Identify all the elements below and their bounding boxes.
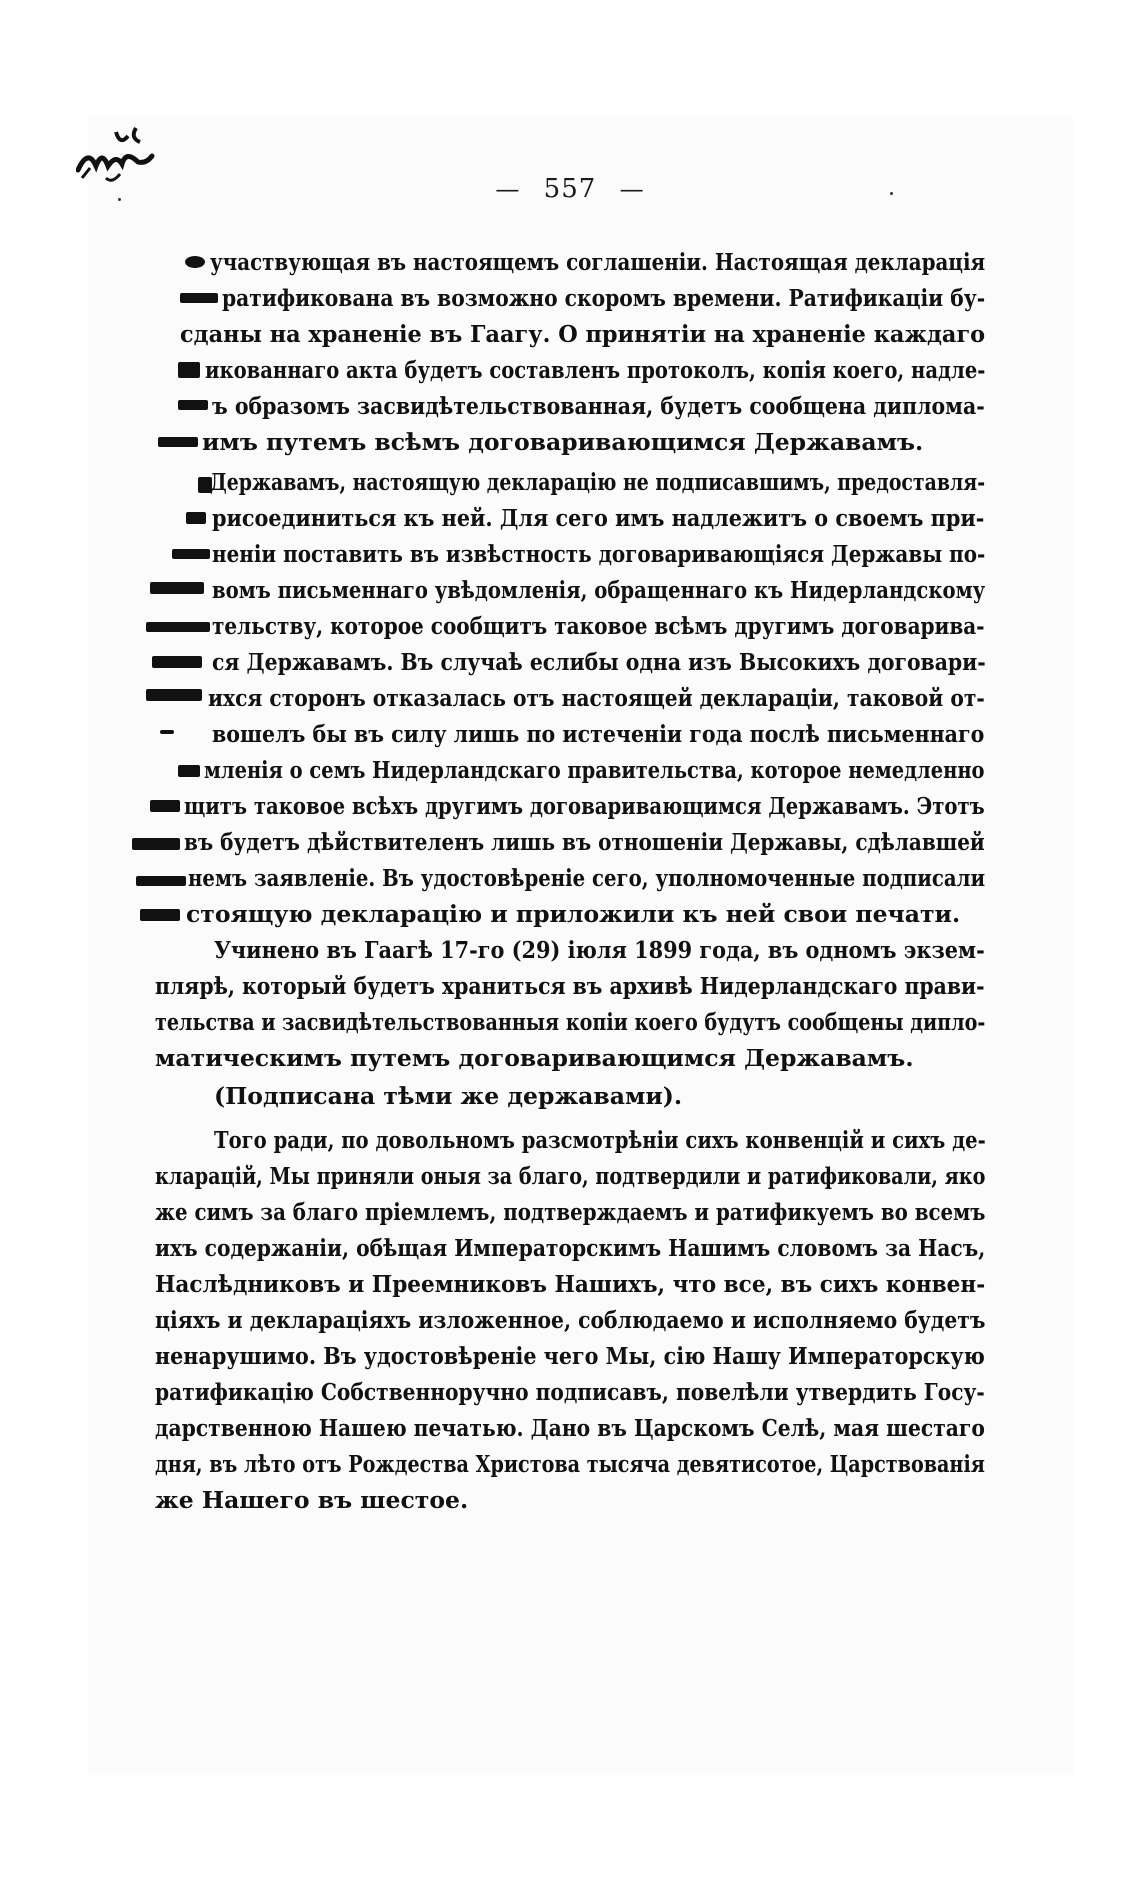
text-line: икованнаго акта будетъ составленъ протоколъ, копія коего, надле-	[205, 356, 986, 384]
text-line: же Нашего въ шестое.	[155, 1486, 469, 1514]
text-line: Державамъ, настоящую декларацію не подписавшимъ, предоставля-	[210, 468, 986, 496]
scan-speck	[890, 192, 893, 195]
text-line: ненарушимо. Въ удостовѣреніе чего Мы, сію Нашу Императорскую	[155, 1342, 985, 1370]
ink-blot	[185, 256, 205, 268]
ink-blot	[136, 876, 186, 886]
text-line: же симъ за благо пріемлемъ, подтверждаемъ и ратификуемъ во всемъ	[155, 1198, 986, 1226]
ink-blot	[178, 362, 200, 378]
ink-blot	[178, 765, 200, 777]
ink-blot	[150, 582, 204, 594]
text-line: Того ради, по довольномъ разсмотрѣніи сихъ конвенцій и сихъ де-	[214, 1126, 986, 1154]
text-line: стоящую декларацію и приложили къ ней свои печати.	[186, 900, 961, 928]
text-line: немъ заявленіе. Въ удостовѣреніе сего, уполномоченные подписали	[188, 864, 986, 892]
text-line: ратификацію Собственноручно подписавъ, повелѣли утвердить Госу-	[155, 1378, 985, 1406]
text-line: мленія о семъ Нидерландскаго правительства, которое немедленно	[204, 756, 985, 784]
text-line: имъ путемъ всѣмъ договаривающимся Державамъ.	[202, 428, 924, 456]
text-line: вомъ письменнаго увѣдомленія, обращеннаго къ Нидерландскому	[212, 576, 986, 604]
ink-blot	[158, 437, 198, 447]
text-line: дарственною Нашею печатью. Дано въ Царскомъ Селѣ, мая шестаго	[155, 1414, 985, 1442]
text-line: ціяхъ и деклараціяхъ изложенное, соблюдаемо и исполняемо будетъ	[155, 1306, 986, 1334]
page-number-dash-right: —	[619, 175, 645, 203]
text-line: ъ образомъ засвидѣтельствованная, будетъ сообщена диплома-	[212, 392, 985, 420]
text-line: (Подписана тѣми же державами).	[214, 1082, 683, 1110]
text-line: Учинено въ Гаагѣ 17-го (29) іюля 1899 года, въ одномъ экзем-	[214, 936, 985, 964]
text-line: Наслѣдниковъ и Преемниковъ Нашихъ, что все, въ сихъ конвен-	[155, 1270, 986, 1298]
ink-blot	[160, 730, 174, 734]
page-number	[0, 174, 1140, 204]
text-line: сданы на храненіе въ Гаагу. О принятіи на храненіе каждаго	[180, 320, 986, 348]
text-line: ихъ содержаніи, обѣщая Императорскимъ Нашимъ словомъ за Насъ,	[155, 1234, 986, 1262]
text-line: неніи поставить въ извѣстность договаривающіяся Державы по-	[212, 540, 986, 568]
ink-blot	[146, 622, 210, 632]
ink-blot	[146, 689, 202, 701]
ink-blot	[186, 512, 206, 524]
text-line: кларацій, Мы приняли оныя за благо, подтвердили и ратификовали, яко	[155, 1162, 986, 1190]
text-line: дня, въ лѣто отъ Рождества Христова тысяча девятисотое, Царствованія	[155, 1450, 985, 1478]
text-line: тельству, которое сообщитъ таковое всѣмъ другимъ договарива-	[212, 612, 985, 640]
text-line: ихся сторонъ отказалась отъ настоящей деклараціи, таковой от-	[208, 684, 985, 712]
ink-blot	[178, 400, 208, 410]
text-line: въ будетъ дѣйствителенъ лишь въ отношеніи Державы, сдѣлавшей	[184, 828, 985, 856]
ink-blot	[152, 656, 202, 668]
page-number-value: 557	[543, 174, 597, 204]
text-line: ся Державамъ. Въ случаѣ еслибы одна изъ Высокихъ договари-	[212, 648, 986, 676]
ink-blot	[140, 909, 180, 921]
ink-blot	[132, 838, 180, 850]
text-line: матическимъ путемъ договаривающимся Державамъ.	[155, 1044, 914, 1072]
text-line: щитъ таковое всѣхъ другимъ договаривающимся Державамъ. Этотъ	[184, 792, 985, 820]
page-number-dash-left: —	[495, 175, 521, 203]
ink-blot	[150, 800, 180, 812]
ink-blot	[172, 549, 210, 559]
text-line: рисоединиться къ ней. Для сего имъ надлежитъ о своемъ при-	[212, 504, 985, 532]
text-line: участвующая въ настоящемъ соглашеніи. Настоящая декларація	[210, 248, 986, 276]
text-line: тельства и засвидѣтельствованныя копіи коего будутъ сообщены дипло-	[155, 1008, 986, 1036]
text-line: вошелъ бы въ силу лишь по истеченіи года послѣ письменнаго	[212, 720, 985, 748]
text-line: плярѣ, который будетъ храниться въ архивѣ Нидерландскаго прави-	[155, 972, 985, 1000]
text-line: ратификована въ возможно скоромъ времени. Ратификаціи бу-	[222, 284, 986, 312]
scan-speck	[118, 198, 121, 201]
ink-blot	[180, 293, 218, 303]
